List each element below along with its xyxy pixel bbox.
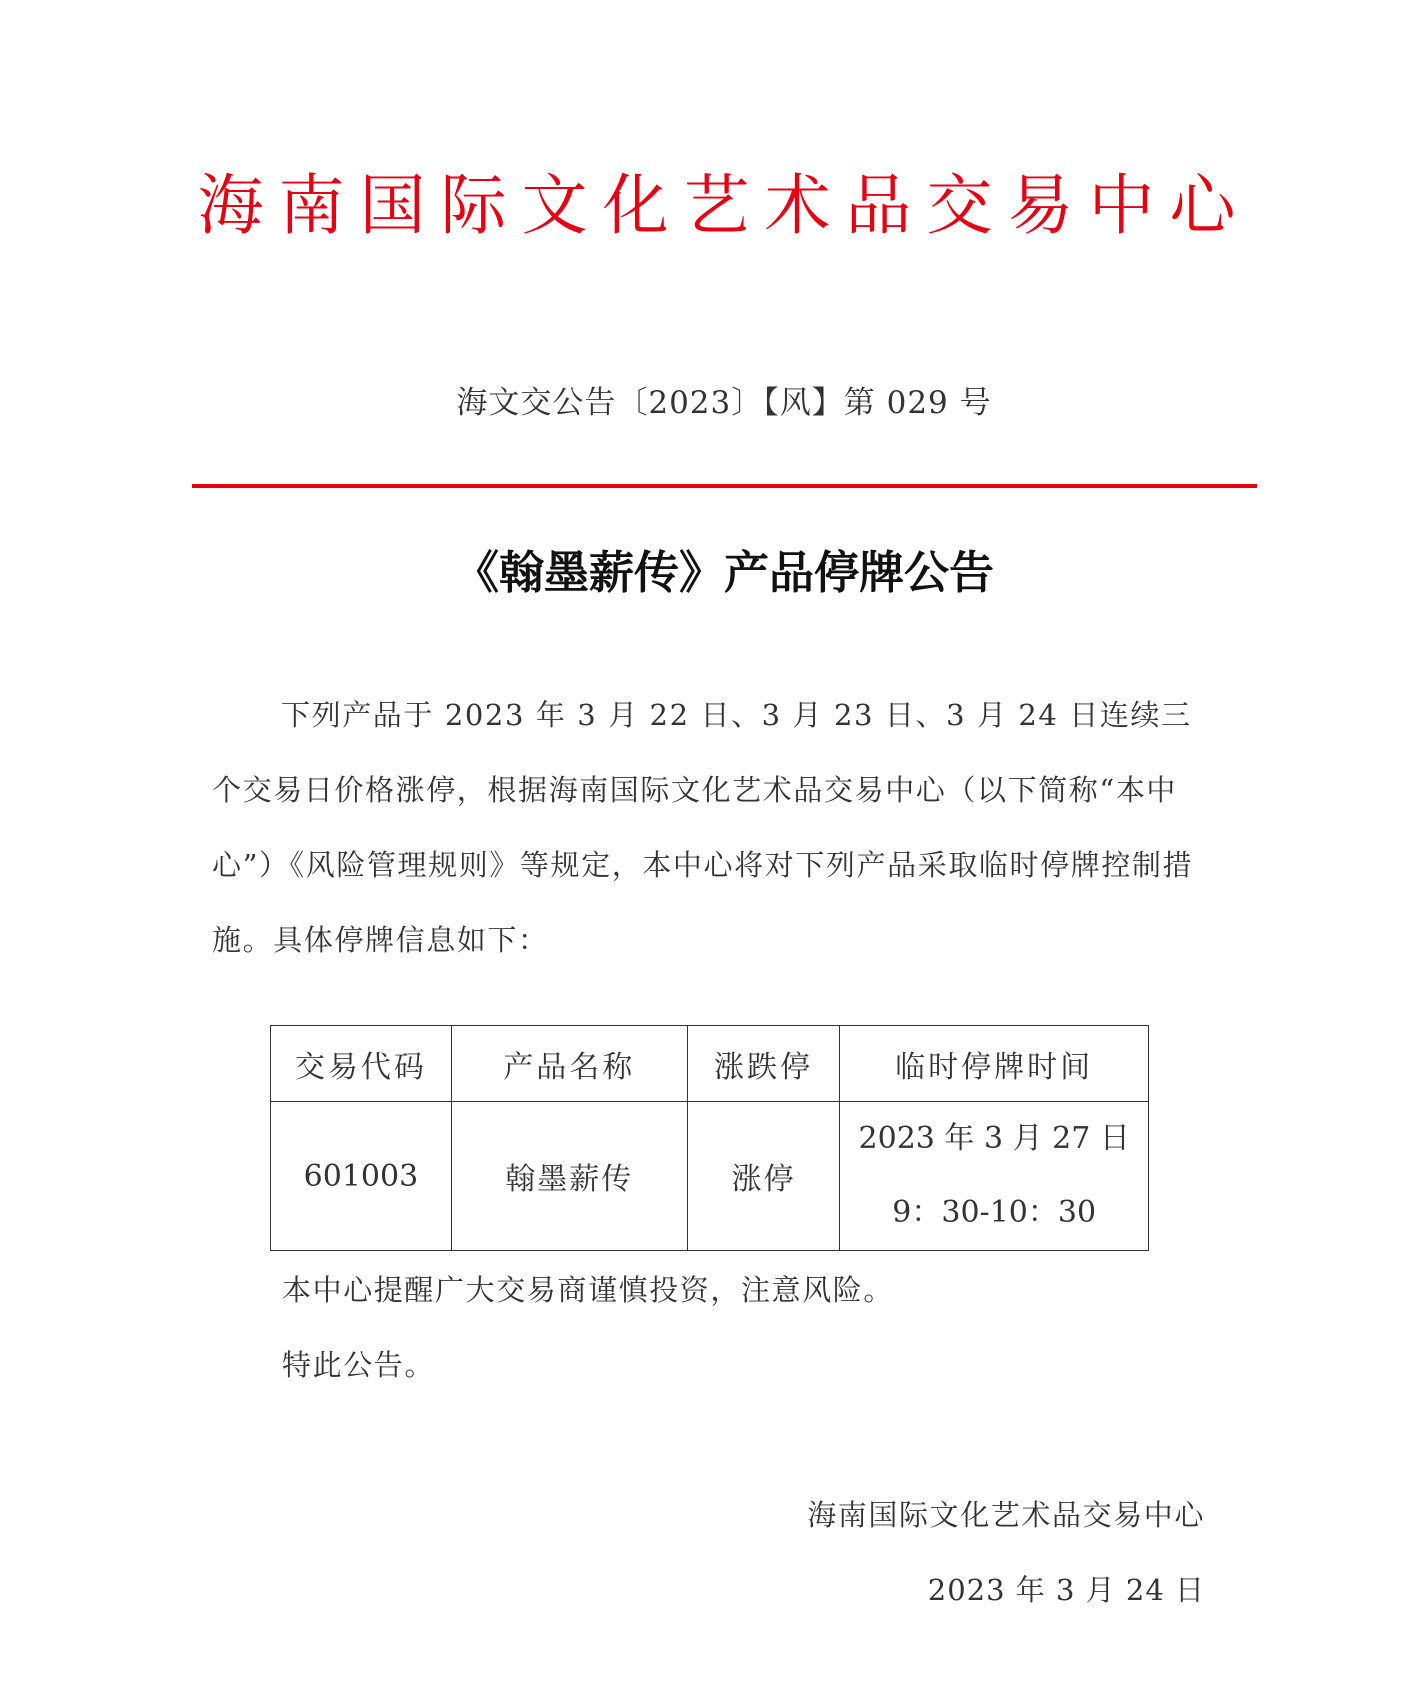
cell-product-name: 翰墨薪传 xyxy=(451,1102,687,1251)
document-number: 海文交公告〔2023〕【风】第 029 号 xyxy=(456,385,992,421)
header-suspension-time: 临时停牌时间 xyxy=(840,1026,1149,1102)
cell-trade-code: 601003 xyxy=(271,1102,452,1251)
cell-suspension-time xyxy=(840,1102,1149,1251)
cell-limit: 涨停 xyxy=(687,1102,840,1251)
signature-date: 2023 年 3 月 24 日 xyxy=(927,1573,1205,1607)
table-header-row xyxy=(271,1026,1149,1102)
header-product-name: 产品名称 xyxy=(451,1026,687,1102)
closing-statement: 特此公告。 xyxy=(282,1348,436,1382)
notice-body: 下列产品于 2023 年 3 月 22 日、3 月 23 日、3 月 24 日连续三个交易日价格涨停，根据海南国际文化艺术品交易中心（以下简称“本中心”）《风险管理规则》等规定，本中心将对下列产品采取临时停牌控制措施。具体停牌信息如下： xyxy=(212,698,1194,957)
red-divider xyxy=(192,484,1257,488)
header-limit: 涨跌停 xyxy=(687,1026,840,1102)
suspension-hours: 9：30-10：30 xyxy=(892,1195,1097,1230)
risk-reminder: 本中心提醒广大交易商谨慎投资，注意风险。 xyxy=(282,1273,895,1307)
suspension-date: 2023 年 3 月 27 日 xyxy=(858,1121,1130,1156)
suspension-table xyxy=(270,1025,1149,1251)
org-masthead: 海南国际文化艺术品交易中心 xyxy=(197,167,1251,244)
notice-title: 《翰墨薪传》产品停牌公告 xyxy=(453,546,994,599)
signature-org: 海南国际文化艺术品交易中心 xyxy=(807,1498,1205,1532)
table-row xyxy=(271,1102,1149,1251)
header-trade-code: 交易代码 xyxy=(271,1026,452,1102)
